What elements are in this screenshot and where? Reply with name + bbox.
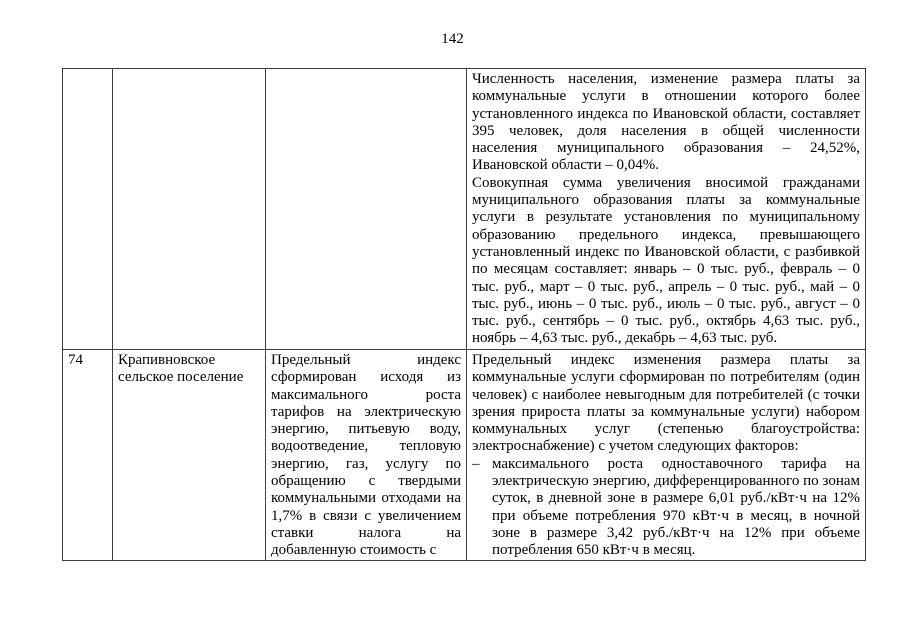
cell-index-details	[467, 69, 866, 350]
details-intro-paragraph: Предельный индекс изменения размера платы за коммунальные услуги сформирован по потребителям (один человек) с наиболее невыгодным для потребителей (с точки зрения прироста платы за коммунальные услуги) набором коммунальных услуг (степенью благоустройства: электроснабжение) с учетом следующих факторов:	[472, 352, 860, 455]
bullet-dash: –	[472, 455, 480, 472]
cell-municipality-name: Крапивновское сельское поселение	[113, 350, 266, 561]
cell-index-justification: Предельный индекс сформирован исходя из максимального роста тарифов на электрическую энергию, питьевую воду, водоотведение, тепловую энергию, газ, услугу по обращению с твердыми коммунальными отходами на 1,7% в связи с увеличением ставки налога на добавленную стоимость с	[266, 350, 467, 561]
table-row-74	[63, 350, 866, 561]
cell-row-number	[63, 69, 113, 350]
table-row-continuation	[63, 69, 866, 350]
bullet-item-electricity-tariff	[472, 456, 860, 560]
details-paragraph-monthly-sums: Совокупная сумма увеличения вносимой гражданами муниципального образования платы за коммунальные услуги в результате установления по муниципальному образованию предельного индекса, превышающего установленный индекс по Ивановской области, с разбивкой по месяцам составляет: январь – 0 тыс. руб., февраль – 0 тыс. руб., март – 0 тыс. руб., апрель – 0 тыс. руб., май – 0 тыс. руб., июнь – 0 тыс. руб., июль – 0 тыс. руб., август – 0 тыс. руб., сентябрь – 0 тыс. руб., октябрь 4,63 тыс. руб., ноябрь – 4,63 тыс. руб., декабрь – 4,63 тыс. руб.	[472, 174, 860, 347]
details-paragraph-population: Численность населения, изменение размера платы за коммунальные услуги в отношении которого более установленного индекса по Ивановской области, составляет 395 человек, доля населения в общей численности населения муниципального образования – 24,52%, Ивановской области – 0,04%.	[472, 71, 860, 174]
cell-row-number: 74	[63, 350, 113, 561]
page-number: 142	[441, 31, 464, 47]
cell-municipality-name	[113, 69, 266, 350]
bullet-text: максимального роста одноставочного тарифа на электрическую энергию, дифференцированного по зонам суток, в дневной зоне в размере 6,01 руб./кВт·ч на 12% при объеме потребления 970 кВт·ч в месяц, в ночной зоне в размере 3,42 руб./кВт·ч на 12% при объеме потребления 650 кВт·ч в месяц.	[492, 455, 860, 559]
cell-index-justification	[266, 69, 467, 350]
tariff-table	[62, 68, 866, 561]
cell-index-details	[467, 350, 866, 561]
